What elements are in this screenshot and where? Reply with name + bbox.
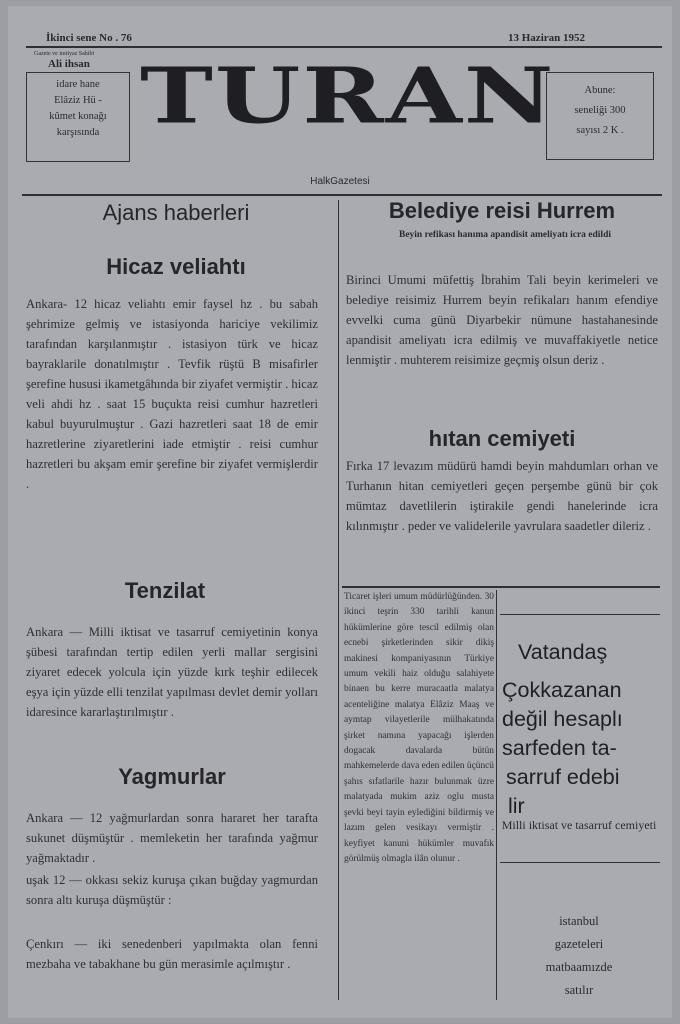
ad-line: lir <box>508 794 525 818</box>
ad-line: sarfeden ta- <box>502 736 617 760</box>
issue-number: İkinci sene No . 76 <box>46 32 132 44</box>
address-line: idare hane <box>56 79 100 90</box>
article-yagmurlar-2: uşak 12 — okkası sekiz kuruşa çıkan buğday yagmurdan sonra altı kuruşa düşmüştür : <box>26 873 318 907</box>
subscription-line: sayısı 2 K . <box>576 125 624 136</box>
article-tenzilat: Ankara — Milli iktisat ve tasarruf cemiyetinin konya şübesi tarafından tertip edilen yerli mallar sergisini ziyaret edecek yolcula için yüzde kırk teşhir edilecek eşya için yüzde elli tenzilat yapılması devlet demir yolları idaresince kararlaştırılmıştır . <box>26 625 318 719</box>
column-divider <box>338 200 339 1000</box>
istanbul-line: istanbul <box>559 914 599 928</box>
top-rule <box>26 46 662 48</box>
section-rule <box>342 586 660 588</box>
headline-yagmurlar: Yagmurlar <box>118 764 226 789</box>
address-line: karşısında <box>56 127 100 138</box>
subscription-box <box>546 72 654 160</box>
section-title-ajans: Ajans haberleri <box>102 200 250 225</box>
istanbul-line: gazeteleri <box>554 937 604 951</box>
masthead-title: TURAN <box>140 51 556 142</box>
notice-divider <box>496 590 497 1000</box>
istanbul-line: satılır <box>564 983 594 997</box>
ad-bottom-rule <box>500 862 660 863</box>
article-belediye: Birinci Umumi müfettiş İbrahim Tali beyin kerimeleri ve belediye reisimiz Hurrem beyin refikaları hanım efendiye evvelki cuma günü Diyarbekir nümune hastahanesinde apandisit ameliyatı icra edilmiş ve muvaffakiyetle netice lenmiştir . muhterem reisimize geçmiş olsun deriz . <box>346 273 658 367</box>
subscription-line: Abune: <box>584 85 616 96</box>
ad-line: Vatandaş <box>518 640 608 664</box>
address-line: kûmet konağı <box>49 111 107 122</box>
masthead-rule <box>22 194 662 196</box>
ad-line: değil hesaplı <box>502 707 623 731</box>
headline-tenzilat: Tenzilat <box>124 578 206 603</box>
subscription-line: seneliği 300 <box>574 105 626 116</box>
headline-belediye: Belediye reisi Hurrem <box>388 198 616 223</box>
subhead-belediye: Beyin refikası hanıma apandisit ameliyatı icra edildi <box>398 230 611 240</box>
address-line: Elâziz Hü - <box>54 95 102 106</box>
issue-date: 13 Haziran 1952 <box>508 32 585 44</box>
article-yagmurlar-3: Çenkırı — iki senedenberi yapılmakta olan fenni mezbaha ve tabakhane bu gün merasimle açılmıştır . <box>26 937 318 971</box>
ad-organization: Milli iktisat ve tasarruf cemiyeti <box>501 818 657 832</box>
istanbul-notice <box>500 910 658 1002</box>
notice-ticaret: Ticaret işleri umum müdürlüğünden. 30 ikinci teşrin 330 tarihli kanun hükümlerine göre tescil edilmiş olan ecnebi şirketlerinden sikir dikiş makinesi kompaniyasının Türkiye umum vekili haiz olduğu salahiyete binaen bu kerre muracaatla malatya acenteliğine malatya Elâziz Maaş ve aymtap vilayetlerile mülhakatında şirket namına yapacağı işlerden dogacak davalarda bütün mahkemelerde dava eden edilen üçüncü şahıs sıfatlarile hazır bulunmak üzre malatyada mukim aziz oglu musta şevki beyi tayin eylediğini bildirmiş ve lazım gelen vesikayı vermiştir . keyfiyet kanuni hükümler muvafık görülmüş olmagla ilân olunur . <box>344 592 494 864</box>
address-box <box>26 72 130 162</box>
owner-name: Ali ihsan <box>48 58 90 70</box>
article-hitan: Fırka 17 levazım müdürü hamdi beyin mahdumları orhan ve Turhanın hitan cemiyetleri geçen perşembe günü bir çok mümtaz davetlilerin iştirakile gendi hanelerinde icra kılınmıştır . peder ve validelerile yavrulara saadetler dileriz . <box>346 459 658 533</box>
ad-top-rule <box>500 614 660 615</box>
article-hicaz: Ankara- 12 hicaz veliahtı emir faysel hz . bu sabah şehrimize gelmiş ve istasiyonda hariciye vekilimiz tarafından karşılanmıştır . istasiyon türk ve hicaz bayraklarile donatılmıştır . Tevfik rüştü B misafirler şerefine hususi ikametgâhında bir ziyafet vermiştir . hicaz veli ahdi hz . saat 15 buçukta reisi cumhur hazretleri kabul buyurulmuştur . Gazi hazretleri saat 18 de emir hazretlerine ziyaretlerini iade etmiştir . reisi cumhur hazretleri bu akşam emir şerefine bir ziyafet vermişlerdir . <box>26 297 318 491</box>
headline-hitan: hıtan cemiyeti <box>428 426 576 451</box>
owner-label: Gazete ve imtiyaz Sahibi <box>34 51 95 57</box>
istanbul-line: matbaamızde <box>545 960 613 974</box>
article-yagmurlar-1: Ankara — 12 yağmurlardan sonra hararet her tarafta sukunet düşmüştür . memleketin her tarafında yağmur yağmaktadır . <box>26 811 318 865</box>
ad-line: sarruf edebi <box>506 765 620 789</box>
headline-hicaz: Hicaz veliahtı <box>106 254 246 279</box>
ad-line: Çokkazanan <box>502 678 622 702</box>
masthead-subtitle: HalkGazetesi <box>310 176 370 187</box>
